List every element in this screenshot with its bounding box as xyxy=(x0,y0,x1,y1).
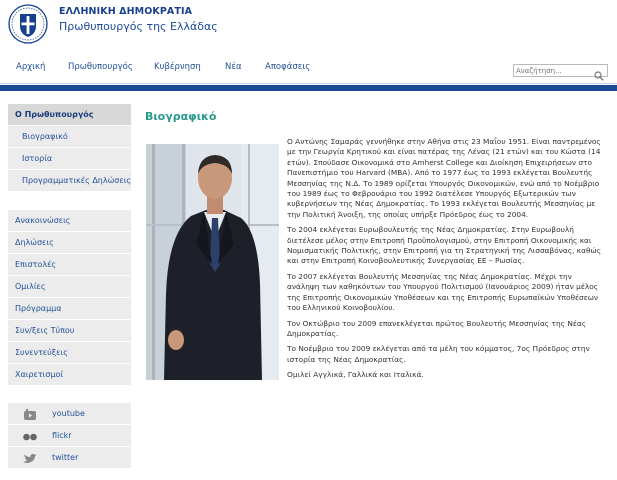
youtube-icon xyxy=(22,408,38,420)
sidebar-item-speeches[interactable]: Ομιλίες xyxy=(8,276,131,298)
social-link-flickr[interactable] xyxy=(8,425,131,447)
search-input[interactable] xyxy=(516,66,592,76)
nav-item-news[interactable]: Νέα xyxy=(225,62,242,72)
bio-paragraph: Ο Αντώνης Σαμαράς γεννήθηκε στην Αθήνα στις 23 Μαΐου 1951. Είναι παντρεμένος με την Γεωργία Κρητικού και είναι πατέρας της Λένας (21 ετών) και του Κώστα (14 ετών). Σπούδασε Οικονομικά στο Amherst College και Διοίκηση Επιχειρήσεων στο Πανεπιστήμιο του Harvard (MBA). Από το 1977 έως το 1993 εκλέγεται Βουλευτής Μεσσηνίας της Ν.Δ. Το 1989 ορίζεται Υπουργός Οικονομικών, ενώ από το Νοέμβριο του 1989 έως το Φεβρουάριο του 1992 διατέλεσε Υπουργός Εξωτερικών των κυβερνήσεων της Νέας Δημοκρατίας. Το 1993 εκλέγεται Βουλευτής Μεσσηνίας με την Πολιτική Άνοιξη, της οποίας υπήρξε Πρόεδρος έως το 2004. xyxy=(287,137,601,219)
sidebar-press-section xyxy=(8,210,131,386)
bio-paragraph: Ομιλεί Αγγλικά, Γαλλικά και Ιταλικά. xyxy=(287,370,424,380)
header-divider xyxy=(0,83,617,84)
top-navigation xyxy=(0,62,500,78)
social-link-twitter[interactable] xyxy=(8,447,131,469)
nav-item-prime-minister[interactable]: Πρωθυπουργός xyxy=(68,62,133,72)
nav-item-home[interactable]: Αρχική xyxy=(16,62,46,72)
site-title-line1: ΕΛΛΗΝΙΚΗ ΔΗΜΟΚΡΑΤΙΑ xyxy=(59,6,193,17)
bio-paragraph: Το 2007 εκλέγεται Βουλευτής Μεσσηνίας της Νέας Δημοκρατίας. Μέχρι την ανάληψη των καθηκόντων του Υπουργού Πολιτισμού (Ιανουάριος 2009) ήταν μέλος της Επιτροπής Οικονομικών Υποθέσεων και της Επιτροπής Ευρωπαϊκών Υποθέσεων του Ελληνικού Κοινοβουλίου. xyxy=(287,271,599,313)
biography-text xyxy=(287,137,605,386)
bio-paragraph: Τον Οκτώβριο του 2009 επανεκλέγεται πρώτος Βουλευτής Μεσσηνίας της Νέας Δημοκρατίας. xyxy=(287,318,587,338)
header-band xyxy=(0,85,617,91)
nav-item-government[interactable]: Κυβέρνηση xyxy=(154,62,201,72)
sidebar-item-letters[interactable]: Επιστολές xyxy=(8,254,131,276)
sidebar-item-history[interactable]: Ιστορία xyxy=(8,148,131,170)
social-label-youtube: youtube xyxy=(52,409,85,418)
sidebar-item-schedule[interactable]: Πρόγραμμα xyxy=(8,298,131,320)
twitter-icon xyxy=(22,452,38,464)
site-title-line2: Πρωθυπουργός της Ελλάδας xyxy=(59,20,218,33)
sidebar-item-press-conferences[interactable]: Συν/ξεις Τύπου xyxy=(8,320,131,342)
sidebar-prime-minister-section xyxy=(8,104,131,192)
social-label-flickr: flickr xyxy=(52,431,72,440)
social-link-youtube[interactable] xyxy=(8,403,131,425)
sidebar-item-policy-statements[interactable]: Προγραμματικές Δηλώσεις xyxy=(8,170,131,192)
sidebar-social-section xyxy=(8,403,131,469)
sidebar-item-biography[interactable]: Βιογραφικό xyxy=(8,126,131,148)
nav-item-decisions[interactable]: Αποφάσεις xyxy=(265,62,311,72)
greek-coat-of-arms-logo[interactable] xyxy=(8,4,48,44)
sidebar-item-interviews[interactable]: Συνεντεύξεις xyxy=(8,342,131,364)
search-box xyxy=(513,64,608,77)
bio-paragraph: Το Νοέμβριο του 2009 εκλέγεται από τα μέλη του κόμματος, 7ος Πρόεδρος στην ιστορία της Νέας Δημοκρατίας. xyxy=(287,344,590,364)
portrait-photo xyxy=(146,144,279,380)
bio-paragraph: Το 2004 εκλέγεται Ευρωβουλευτής της Νέας Δημοκρατίας. Στην Ευρωβουλή διετέλεσε μέλος στην Επιτροπή Προϋπολογισμού, στην Επιτροπή Οικονομικής και Νομισματικής Πολιτικής, στην Επιτροπή για τη Στρατηγική της Λισσαβόνας, καθώς και στην Επιτροπή Κοινοβουλευτικής Συνεργασίας ΕΕ – Ρωσίας. xyxy=(287,225,602,266)
sidebar-item-announcements[interactable]: Ανακοινώσεις xyxy=(8,210,131,232)
sidebar-item-prime-minister[interactable]: Ο Πρωθυπουργός xyxy=(8,104,131,126)
page-title: Βιογραφικό xyxy=(145,110,217,123)
site-title[interactable] xyxy=(59,6,218,33)
search-icon[interactable] xyxy=(594,66,604,76)
sidebar-item-greetings[interactable]: Χαιρετισμοί xyxy=(8,364,131,386)
social-label-twitter: twitter xyxy=(52,453,79,462)
sidebar-item-statements[interactable]: Δηλώσεις xyxy=(8,232,131,254)
flickr-icon xyxy=(22,430,38,442)
